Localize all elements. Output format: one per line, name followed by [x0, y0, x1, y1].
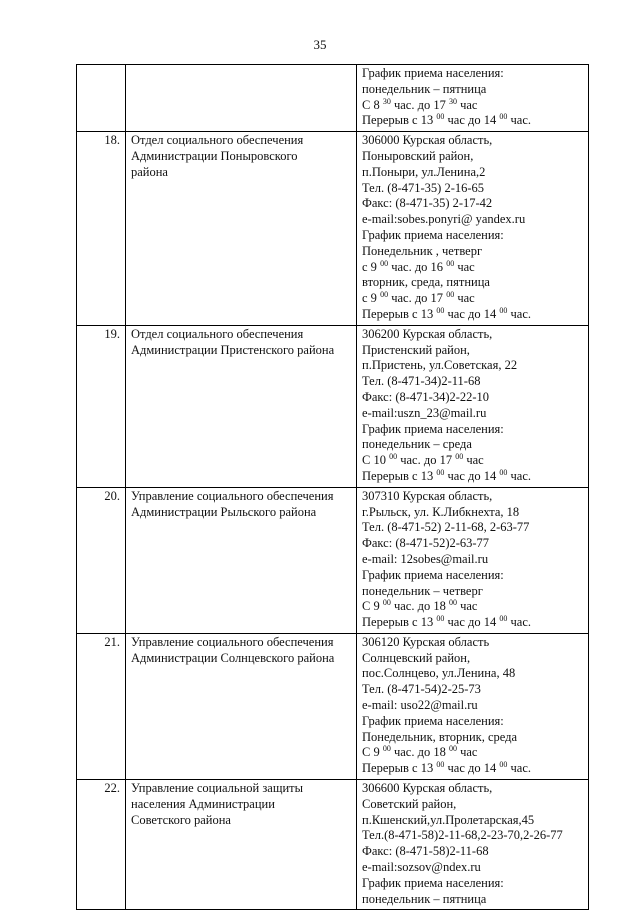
organization-name-line: Администрации Солнцевского района: [131, 650, 335, 665]
contact-info: [357, 65, 589, 132]
table-body: [77, 65, 589, 910]
contact-info-line: График приема населения:: [362, 421, 504, 436]
contact-info-line: Факс: (8-471-35) 2-17-42: [362, 196, 493, 211]
contact-info-line: Солнцевский район,: [362, 650, 471, 665]
contact-info-line: г.Рыльск, ул. К.Либкнехта, 18: [362, 504, 520, 519]
contact-info: [357, 325, 589, 487]
contact-info-line: 306200 Курская область,: [362, 326, 493, 341]
row-number: 20.: [77, 487, 126, 633]
organization-name: [126, 132, 357, 326]
contact-info: [357, 780, 589, 910]
row-number: [77, 65, 126, 132]
row-number: 22.: [77, 780, 126, 910]
contact-info-line: Тел. (8-471-34)2-11-68: [362, 374, 481, 389]
organization-name-line: Управление социального обеспечения: [131, 634, 334, 649]
contact-info-line: С 9 $^{00}$ час. до 18 $^{00}$ час: [362, 744, 478, 760]
contact-info-line: Факс: (8-471-34)2-22-10: [362, 389, 490, 404]
table-row: [77, 633, 589, 779]
contact-info-line: с 9 $^{00}$ час. до 16 $^{00}$ час: [362, 258, 475, 274]
contact-info-line: График приема населения:: [362, 66, 504, 80]
contact-info-line: e-mail: uso22@mail.ru: [362, 698, 478, 713]
organization-name: [126, 65, 357, 132]
contact-info-line: вторник, среда, пятница: [362, 275, 490, 290]
contact-info-line: 306120 Курская область: [362, 634, 490, 649]
contact-info-line: Тел. (8-471-52) 2-11-68, 2-63-77: [362, 520, 530, 535]
contact-info-line: Перерыв с 13 $^{00}$ час до 14 $^{00}$ час.: [362, 760, 531, 776]
organization-name: [126, 487, 357, 633]
contact-info-line: пос.Солнцево, ул.Ленина, 48: [362, 666, 516, 681]
contact-info-line: График приема населения:: [362, 713, 504, 728]
contact-info-line: С 9 $^{00}$ час. до 18 $^{00}$ час: [362, 598, 478, 614]
contact-info-line: 307310 Курская область,: [362, 488, 493, 503]
contact-info-line: Факс: (8-471-52)2-63-77: [362, 536, 490, 551]
social-services-table: [76, 64, 589, 910]
contact-info-line: понедельник – пятница: [362, 81, 487, 96]
table-row: [77, 132, 589, 326]
contact-info-line: e-mail:uszn_23@mail.ru: [362, 405, 487, 420]
contact-info-line: График приема населения:: [362, 567, 504, 582]
contact-info-line: e-mail:sobes.ponyri@ yandex.ru: [362, 212, 526, 227]
organization-name: [126, 780, 357, 910]
contact-info-line: Тел. (8-471-35) 2-16-65: [362, 180, 485, 195]
organization-name: [126, 633, 357, 779]
contact-info-line: Тел.(8-471-58)2-11-68,2-23-70,2-26-77: [362, 828, 563, 843]
organization-name-line: Управление социальной защиты: [131, 781, 304, 796]
organization-name-line: Отдел социального обеспечения: [131, 133, 304, 148]
contact-info-line: Понедельник , четверг: [362, 243, 483, 258]
contact-info-line: п.Поныри, ул.Ленина,2: [362, 164, 486, 179]
organization-name-line: Администрации Поныровского: [131, 148, 298, 163]
contact-info-line: понедельник – пятница: [362, 891, 487, 906]
contact-info-line: 306600 Курская область,: [362, 781, 493, 796]
contact-info: [357, 633, 589, 779]
contact-info-line: 306000 Курская область,: [362, 133, 493, 148]
contact-info-line: Поныровский район,: [362, 148, 474, 163]
contact-info-line: График приема населения:: [362, 227, 504, 242]
contact-info-line: Перерыв с 13 $^{00}$ час до 14 $^{00}$ час.: [362, 112, 531, 128]
contact-info-line: Перерыв с 13 $^{00}$ час до 14 $^{00}$ час.: [362, 614, 531, 630]
organization-name-line: Управление социального обеспечения: [131, 488, 334, 503]
organization-name-line: Администрации Рыльского района: [131, 504, 317, 519]
contact-info: [357, 487, 589, 633]
table-row: [77, 780, 589, 910]
contact-info-line: Тел. (8-471-54)2-25-73: [362, 682, 481, 697]
contact-info-line: e-mail: 12sobes@mail.ru: [362, 551, 489, 566]
contact-info-line: С 10 $^{00}$ час. до 17 $^{00}$ час: [362, 452, 484, 468]
contact-info-line: Перерыв с 13 $^{00}$ час до 14 $^{00}$ час.: [362, 467, 531, 483]
table-row: [77, 325, 589, 487]
contact-info-line: График приема населения:: [362, 875, 504, 890]
row-number: 21.: [77, 633, 126, 779]
organization-name-line: населения Администрации: [131, 796, 275, 811]
contact-info-line: Советский район,: [362, 796, 457, 811]
contact-info-line: п.Пристень, ул.Советская, 22: [362, 358, 518, 373]
contact-info-line: п.Кшенский,ул.Пролетарская,45: [362, 812, 535, 827]
table-row: [77, 65, 589, 132]
organization-name-line: района: [131, 164, 168, 179]
contact-info-line: Факс: (8-471-58)2-11-68: [362, 844, 489, 859]
contact-info-line: e-mail:sozsov@ndex.ru: [362, 860, 481, 875]
contact-info-line: с 9 $^{00}$ час. до 17 $^{00}$ час: [362, 290, 475, 306]
contact-info-line: С 8 $^{30}$ час. до 17 $^{30}$ час: [362, 96, 478, 112]
page-number: 35: [313, 37, 327, 52]
contact-info-line: Понедельник, вторник, среда: [362, 729, 518, 744]
organization-name-line: Отдел социального обеспечения: [131, 326, 304, 341]
contact-info-line: понедельник – среда: [362, 437, 472, 452]
organization-name-line: Администрации Пристенского района: [131, 342, 335, 357]
row-number: 19.: [77, 325, 126, 487]
contact-info: [357, 132, 589, 326]
table-row: [77, 487, 589, 633]
contact-info-line: Пристенский район,: [362, 342, 470, 357]
row-number: 18.: [77, 132, 126, 326]
organization-name: [126, 325, 357, 487]
contact-info-line: понедельник – четверг: [362, 583, 483, 598]
organization-name-line: Советского района: [131, 812, 231, 827]
contact-info-line: Перерыв с 13 $^{00}$ час до 14 $^{00}$ час.: [362, 305, 531, 321]
